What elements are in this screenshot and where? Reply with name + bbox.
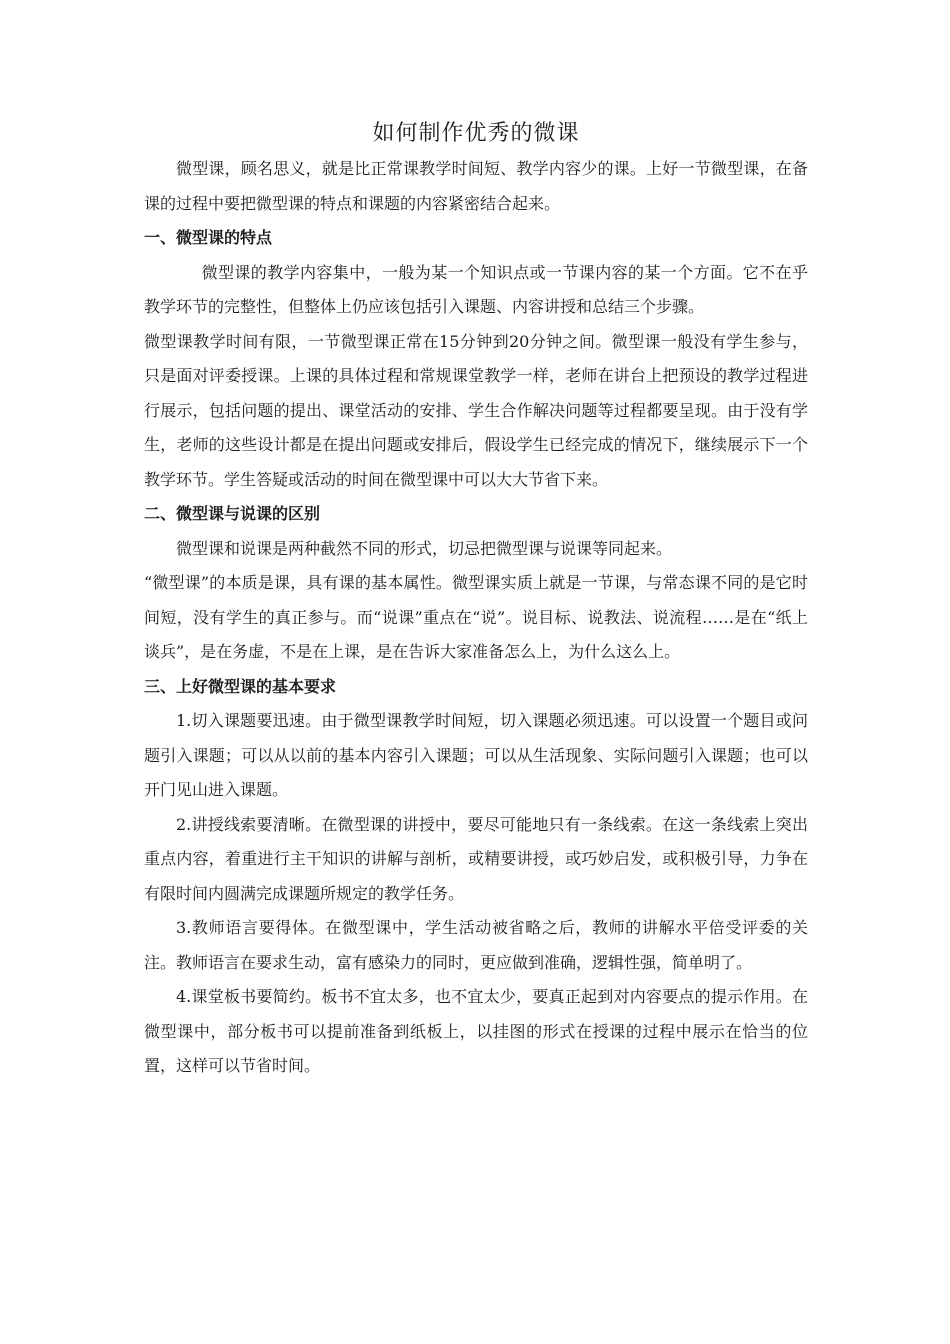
section1-paragraph-2: 微型课教学时间有限，一节微型课正常在15分钟到20分钟之间。微型课一般没有学生参与，只是面对评委授课。上课的具体过程和常规课堂教学一样，老师在讲台上把预设的教学过程进行展示，包括问题的提出、课堂活动的安排、学生合作解决问题等过程都要呈现。由于没有学生，老师的这些设计都是在提出问题或安排后，假设学生已经完成的情况下，继续展示下一个教学环节。学生答疑或活动的时间在微型课中可以大大节省下来。 (144, 331, 808, 489)
section-heading-3: 三、上好微型课的基本要求 (144, 676, 337, 696)
requirement-item-2: 2.讲授线索要清晰。在微型课的讲授中，要尽可能地只有一条线索。在这一条线索上突出重点内容，着重进行主干知识的讲解与剖析，或精要讲授，或巧妙启发，或积极引导，力争在有限时间内圆满完成课题所规定的教学任务。 (144, 814, 808, 903)
section-heading-2: 二、微型课与说课的区别 (144, 504, 321, 523)
section1-paragraph-1: 微型课的教学内容集中，一般为某一个知识点或一节课内容的某一个方面。它不在乎教学环节的完整性，但整体上仍应该包括引入课题、内容讲授和总结三个步骤。 (144, 262, 808, 316)
section2-paragraph-1: 微型课和说课是两种截然不同的形式，切忌把微型课与说课等同起来。 (176, 538, 673, 558)
intro-paragraph: 微型课，顾名思义，就是比正常课教学时间短、教学内容少的课。上好一节微型课，在备课的过程中要把微型课的特点和课题的内容紧密结合起来。 (144, 159, 808, 213)
document-page (144, 120, 808, 1084)
document-title: 如何制作优秀的微课 (372, 121, 580, 146)
requirement-item-3: 3.教师语言要得体。在微型课中，学生活动被省略之后，教师的讲解水平倍受评委的关注。教师语言在要求生动，富有感染力的同时，更应做到准确，逻辑性强，简单明了。 (144, 918, 808, 972)
requirement-item-4: 4.课堂板书要简约。板书不宜太多，也不宜太少，要真正起到对内容要点的提示作用。在微型课中，部分板书可以提前准备到纸板上，以挂图的形式在授课的过程中展示在恰当的位置，这样可以节省时间。 (144, 987, 808, 1075)
section-heading-1: 一、微型课的特点 (144, 228, 273, 247)
requirement-item-1: 1.切入课题要迅速。由于微型课教学时间短，切入课题必须迅速。可以设置一个题目或问题引入课题；可以从以前的基本内容引入课题；可以从生活现象、实际问题引入课题；也可以开门见山进入课题。 (144, 711, 808, 799)
section2-paragraph-2: “微型课”的本质是课，具有课的基本属性。微型课实质上就是一节课，与常态课不同的是它时间短，没有学生的真正参与。而“说课”重点在“说”。说目标、说教法、说流程……是在“纸上谈兵”，是在务虚，不是在上课，是在告诉大家准备怎么上，为什么这么上。 (144, 573, 808, 661)
